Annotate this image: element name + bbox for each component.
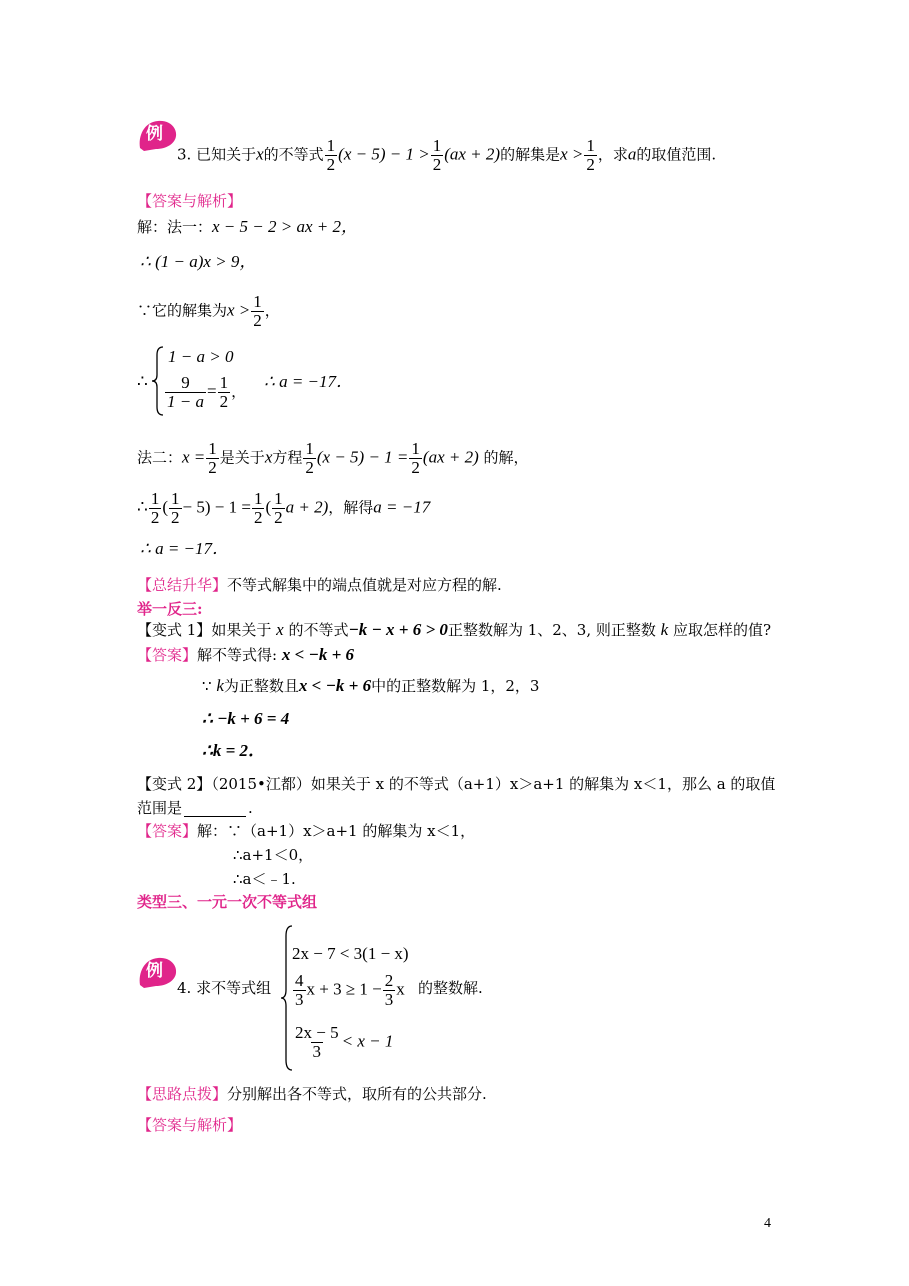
variant-2-answer-line-3: ∴a＜﹣1. [233,870,296,888]
method-2-line-2: ∴ $\frac{1}{2}$ ( $\frac{1}{2}$ − 5) − 1 = $\frac{1}{2}$ ( $\frac{1}{2}$ a + 2)，解得a = −17 [137,489,431,527]
summary: 【总结升华】不等式解集中的端点值就是对应方程的解. [137,576,502,594]
inequality-row-1: 2x − 7 < 3(1 − x) [292,944,409,963]
inequality-row-2: $\frac{4}{3}$ x + 3 ≥ 1 − $\frac{2}{3}$ x [295,971,405,1009]
answer-header-2: 【答案与解析】 [137,1116,243,1134]
therefore-symbol: ∴ [137,372,148,391]
inequality-row-3: $\frac{2x - 5}{3}$ < x − 1 [295,1023,394,1061]
method-2-final: ∴ a = −17． [140,539,230,558]
solution-line-2: ∴ (1 − a)x > 9， [140,252,257,271]
variant-1-answer-line-1: 【答案】解不等式得: x < −k + 6 [137,645,355,664]
variant-2-answer-line-2: ∴a+1＜0， [233,846,314,864]
variant-1-answer-line-4: ∴k = 2． [202,741,266,760]
variant-2-answer-line-1: 【答案】解：∵（a+1）x＞a+1 的解集为 x＜1， [137,822,476,840]
example-3-problem: 3. 已知关于x的不等式 $\frac{1}{2}$ (x − 5) − 1 > $\frac{1}{2}$ (ax + 2)的解集是x > $\frac{1}{2}$ ，求a的取值范围. [177,136,717,174]
page-number: 4 [764,1216,771,1231]
left-brace-icon [151,345,165,417]
type-3-title: 类型三、一元一次不等式组 [137,893,318,911]
method-2-line-1: 法二：x = $\frac{1}{2}$ 是关于x方程 $\frac{1}{2}$ (x − 5) − 1 = $\frac{1}{2}$ (ax + 2) 的解， [137,439,529,477]
answer-header: 【答案与解析】 [137,192,243,210]
variant-1-answer-line-2: ∵ k为正整数且x < −k + 6中的正整数解为 1，2，3 [202,676,540,695]
fraction-half: $\frac{1}{2}$ [432,136,442,174]
variant-2-problem-line-1: 【变式 2】（2015•江都）如果关于 x 的不等式（a+1）x＞a+1 的解集为 x＜1，那么 a 的取值 [137,775,776,793]
solution-line-1: 解：法一：x − 5 − 2 > ax + 2， [137,217,358,236]
system-row-1: 1 − a > 0 [168,347,234,366]
fraction-half: $\frac{1}{2}$ [586,136,595,174]
system-row-2: $\frac{9}{1 - a}$ = $\frac{1}{2}$ ， [167,373,247,411]
solution-line-3: ∵它的解集为x > $\frac{1}{2}$ ， [137,292,280,330]
extend-title: 举一反三: [137,600,203,618]
variant-1-problem: 【变式 1】如果关于 x 的不等式−k − x + 6 > 0正整数解为 1、2、3, 则正整数 k 应取怎样的值? [137,620,772,639]
variant-2-problem-line-2: 范围是 . [137,799,253,817]
variant-1-answer-line-3: ∴ −k + 6 = 4 [202,709,290,728]
example-4-suffix: 的整数解. [418,979,483,997]
result-line: ∴ a = −17． [264,372,354,391]
answer-blank [184,802,246,817]
fraction-half: $\frac{1}{2}$ [326,136,336,174]
example-4-prefix: 4. 求不等式组 [177,979,272,997]
hint: 【思路点拨】分别解出各不等式，取所有的公共部分. [137,1085,487,1103]
example-badge-label: 例 [146,124,163,144]
example-badge-label: 例 [146,961,163,981]
